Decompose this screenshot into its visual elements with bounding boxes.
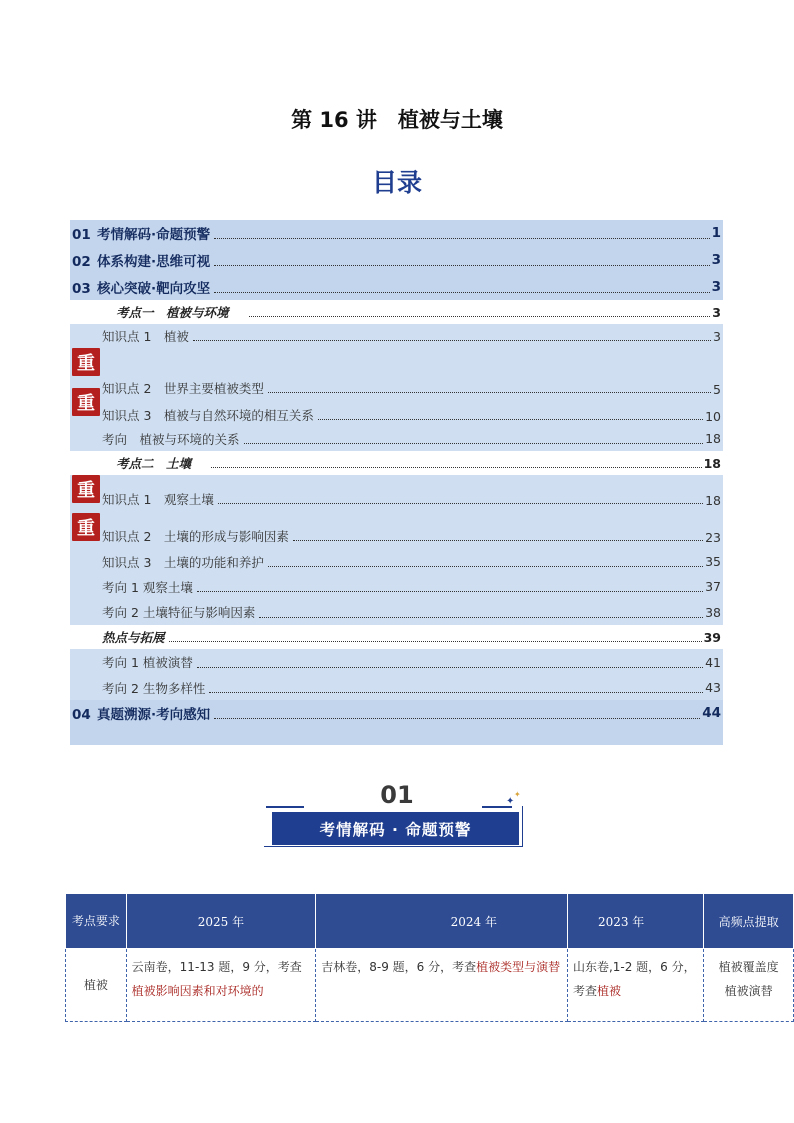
toc-entry-topic-1[interactable]: 考点一 植被与环境 3	[116, 304, 721, 320]
table-header-frequent: 高频点提取	[704, 894, 794, 949]
exam-trend-table	[65, 893, 794, 1022]
toc-entry-knowledge-2-3[interactable]: 知识点 3 土壤的功能和养护 35	[70, 549, 723, 574]
toc-entry-02[interactable]: 02 体系构建·思维可视 3	[70, 246, 723, 273]
lecture-title: 第 16 讲 植被与土壤	[291, 108, 503, 132]
toc-entry-knowledge-1-3[interactable]: 知识点 3 植被与自然环境的相互关系 10	[70, 401, 723, 426]
toc-entry-03[interactable]: 03 核心突破·靶向攻坚 3	[70, 273, 723, 300]
toc-entry-direction-2-2[interactable]: 考向 2 土壤特征与影响因素 38	[70, 599, 723, 625]
table-cell-2023: 山东卷,1-2 题，6 分，考查植被	[567, 949, 703, 1022]
toc-entry-01[interactable]: 01 考情解码·命题预警 1	[70, 220, 723, 246]
table-header-row	[66, 894, 794, 949]
sparkle-icon: ✦	[514, 790, 521, 799]
key-point-badge: 重	[72, 388, 100, 416]
section-number: 01	[380, 781, 414, 809]
table-header-2024: 2024 年	[316, 894, 568, 949]
key-point-badge: 重	[72, 475, 100, 503]
toc-entry-topic-2[interactable]: 考点二 土壤 18	[116, 455, 721, 471]
toc-entry-knowledge-2-1[interactable]: 知识点 1 观察土壤 18	[70, 475, 723, 512]
key-point-badge: 重	[72, 513, 100, 541]
toc-footer-band	[70, 726, 723, 745]
key-point-badge: 重	[72, 348, 100, 376]
toc-entry-knowledge-2-2[interactable]: 知识点 2 土壤的形成与影响因素 23	[70, 512, 723, 549]
table-cell-2025: 云南卷，11-13 题，9 分，考查植被影响因素和对环境的	[126, 949, 316, 1022]
table-header-2025: 2025 年	[126, 894, 316, 949]
toc-entry-hotspot[interactable]: 热点与拓展 39	[102, 629, 721, 645]
table-header-2023: 2023 年	[567, 894, 703, 949]
section-banner: 考情解码 · 命题预警	[272, 812, 519, 845]
toc-entry-direction-3-1[interactable]: 考向 1 植被演替 41	[70, 649, 723, 675]
table-cell-frequent: 植被覆盖度 植被演替	[704, 949, 794, 1022]
toc-entry-knowledge-1-2[interactable]: 知识点 2 世界主要植被类型 5	[70, 348, 723, 401]
toc-entry-knowledge-1-1[interactable]: 知识点 1 植被 3	[70, 324, 723, 348]
table-cell-2024: 吉林卷，8-9 题，6 分，考查植被类型与演替	[316, 949, 568, 1022]
table-header-topic: 考点要求	[66, 894, 127, 949]
toc-heading: 目录	[371, 168, 422, 197]
sparkle-icon: ✦	[506, 796, 515, 807]
toc-entry-direction-3-2[interactable]: 考向 2 生物多样性 43	[70, 675, 723, 700]
table-row	[66, 949, 794, 1022]
table-cell-topic: 植被	[66, 949, 127, 1022]
toc-entry-direction-2-1[interactable]: 考向 1 观察土壤 37	[70, 574, 723, 599]
toc-entry-04[interactable]: 04 真题溯源·考向感知 44	[70, 700, 723, 726]
table-of-contents	[70, 218, 723, 745]
toc-entry-direction-1[interactable]: 考向 植被与环境的关系 18	[70, 426, 723, 451]
